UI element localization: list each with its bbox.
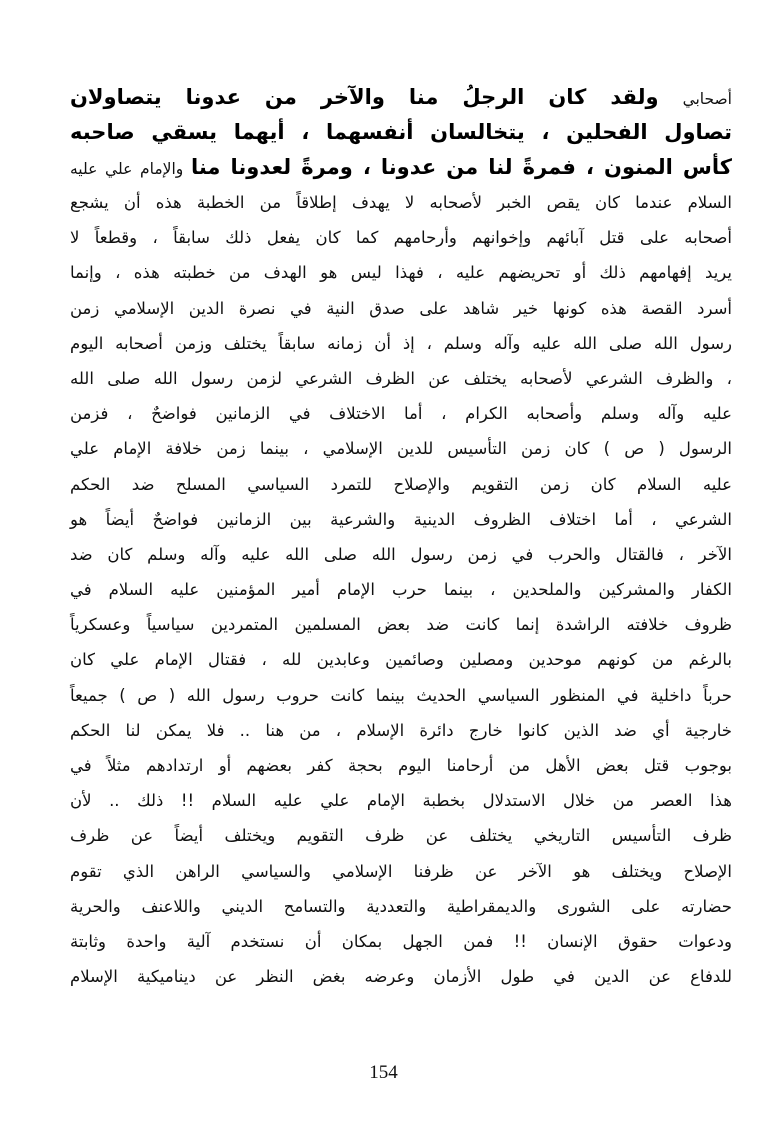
body-line: الشرعي ، أما اختلاف الظروف الدينية والشرعية بين الزمانين فواضحٌ أيضاً هو bbox=[70, 509, 732, 529]
body-line: عليه وآله وسلم وأصحابه الكرام ، أما الاختلاف في الزمانين فواضحٌ ، فزمن bbox=[70, 404, 732, 424]
body-line: السلام عندما كان يقص الخبر لأصحابه لا يهدف إطلاقاً من الخطبة هذه أن يشجع bbox=[70, 193, 732, 212]
body-line: الآخر ، فالقتال والحرب في زمن رسول الله صلى الله عليه وآله وسلم كان ضد bbox=[70, 544, 732, 564]
quote-line bbox=[70, 150, 732, 185]
body-line: عليه السلام كان زمن التقويم والإصلاح للتمرد السياسي المسلح ضد الحكم bbox=[70, 474, 732, 494]
quote-text-bold: ولقد كان الرجلُ منا والآخر من عدونا يتصاولان bbox=[70, 85, 683, 109]
quote-line bbox=[70, 80, 732, 115]
body-line: حرباً داخلية في المنظور السياسي الحديث بينما كانت حروب رسول الله ( ص ) جميعاً bbox=[70, 685, 732, 705]
body-line: ظروف خلافته الراشدة إنما كانت ضد بعض المسلمين المتمردين سياسياً وعسكرياً bbox=[70, 615, 732, 635]
book-page bbox=[70, 80, 732, 994]
body-line: حضارته على الشورى والديمقراطية والتعددية والتسامح الديني واللاعنف والحرية bbox=[70, 896, 732, 916]
body-line: أصحابه على قتل آبائهم وإخوانهم وأرحامهم كما كان يفعل ذلك سابقاً ، وقطعاً لا bbox=[70, 228, 732, 248]
body-line: بالرغم من كونهم موحدين ومصلين وصائمين وعابدين لله ، فقتال الإمام علي كان bbox=[70, 650, 732, 670]
body-line: رسول الله صلى الله عليه وآله وسلم ، إذ أن زمانه سابقاً يختلف وزمن أصحابه اليوم bbox=[70, 333, 732, 353]
page-number: 154 bbox=[369, 1062, 398, 1083]
quote-text-bold: كأس المنون ، فمرةً لنا من عدونا ، ومرةً لعدونا منا bbox=[190, 155, 732, 179]
quoted-passage bbox=[70, 80, 732, 185]
body-line: ، والظرف الشرعي لأصحابه يختلف عن الظرف الشرعي لزمن رسول الله صلى الله bbox=[70, 368, 732, 388]
quote-line bbox=[70, 115, 732, 150]
quote-text-plain: والإمام علي عليه bbox=[70, 160, 191, 178]
body-line: أسرد القصة هذه كونها خير شاهد على صدق النية في نصرة الدين الإسلامي زمن bbox=[70, 298, 732, 318]
quote-text-bold: تصاول الفحلين ، يتخالسان أنفسهما ، أيهما يسقي صاحبه bbox=[70, 120, 732, 144]
body-line: للدفاع عن الدين في طول الأزمان وعرضه بغض النظر عن ديناميكية الإسلام bbox=[70, 967, 732, 987]
body-line: ودعوات حقوق الإنسان !! فمن الجهل بمكان أن نستخدم آلية واحدة وثابتة bbox=[70, 931, 732, 951]
quote-text-plain: أصحابي bbox=[682, 90, 732, 108]
body-line: ظرف التأسيس التاريخي يختلف عن ظرف التقويم ويختلف أيضاً عن ظرف bbox=[70, 826, 732, 846]
body-text bbox=[70, 185, 732, 994]
body-line: الإصلاح ويختلف هو الآخر عن ظرفنا الإسلامي والسياسي الراهن الذي تقوم bbox=[70, 861, 732, 881]
body-line: بوجوب قتل بعض الأهل من أرحامنا اليوم بحجة كفر بعضهم أو ارتدادهم مثلاً في bbox=[70, 756, 732, 775]
body-line: خارجية أي ضد الذين كانوا خارج دائرة الإسلام ، من هنا .. فلا يمكن لنا الحكم bbox=[70, 720, 732, 740]
body-line: يريد إفهامهم ذلك أو تحريضهم عليه ، فهذا ليس هو الهدف من خطبته هذه ، وإنما bbox=[70, 263, 732, 283]
body-line: هذا العصر من خلال الاستدلال بخطبة الإمام علي عليه السلام !! ذلك .. لأن bbox=[70, 791, 732, 811]
body-line: الكفار والمشركين والملحدين ، بينما حرب الإمام أمير المؤمنين عليه السلام في bbox=[70, 580, 732, 600]
body-line: الرسول ( ص ) كان زمن التأسيس للدين الإسلامي ، بينما زمن خلافة الإمام علي bbox=[70, 439, 732, 459]
